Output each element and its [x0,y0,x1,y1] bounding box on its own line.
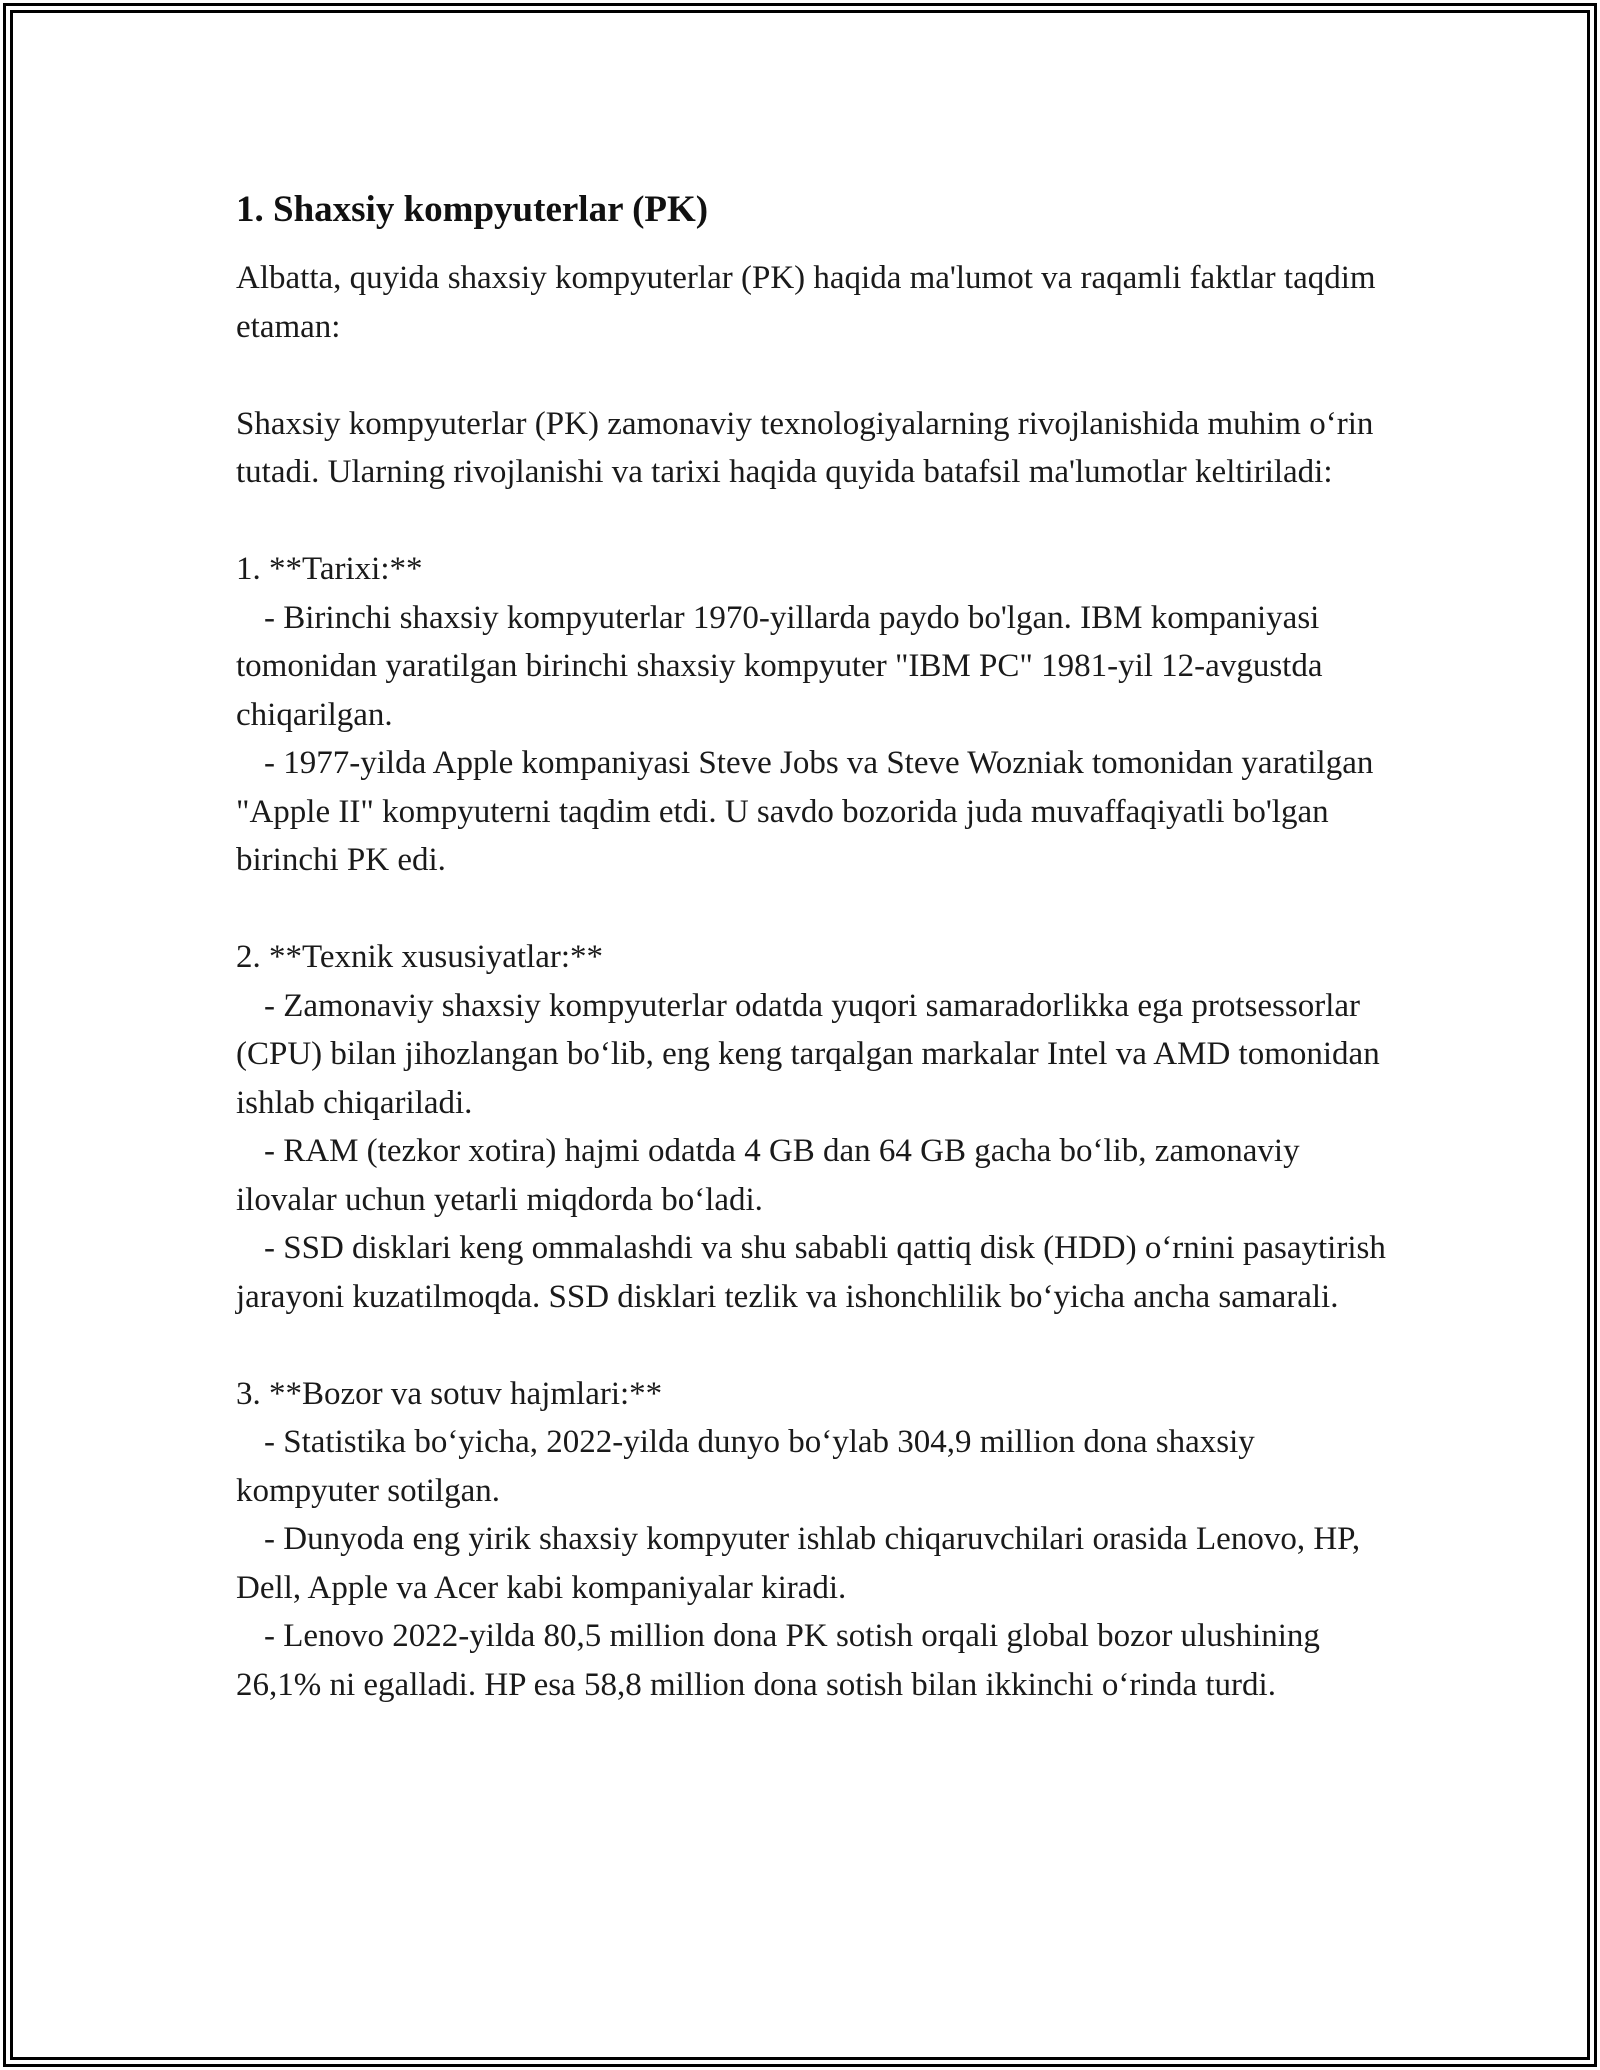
section-market [236,1370,1396,1710]
page-title: 1. Shaxsiy kompyuterlar (PK) [236,189,709,230]
section-title: 1. **Tarixi:** [236,551,423,587]
list-item: - 1977-yilda Apple kompaniyasi Steve Jobs va Steve Wozniak tomonidan yaratilgan "Apple II" kompyuterni taqdim etdi. U savdo bozorida juda muvaffaqiyatli bo'lgan birinchi PK edi. [236,745,1382,878]
list-item: - Zamonaviy shaxsiy kompyuterlar odatda yuqori samaradorlikka ega protsessorlar (CPU) bilan jihozlangan bo‘lib, eng keng tarqalgan markalar Intel va AMD tomonidan ishlab chiqariladi. [236,987,1388,1121]
section-title: 2. **Texnik xususiyatlar:** [236,939,604,975]
list-item: - SSD disklari keng ommalashdi va shu sababli qattiq disk (HDD) o‘rnini pasaytirish jarayoni kuzatilmoqda. SSD disklari tezlik va ishonchlilik bo‘yicha ancha samarali. [236,1230,1395,1315]
overview-paragraph: Shaxsiy kompyuterlar (PK) zamonaviy texnologiyalarning rivojlanishida muhim o‘rin tutadi. Ularning rivojlanishi va tarixi haqida quyida batafsil ma'lumotlar keltiriladi: [236,405,1382,490]
list-item: - Dunyoda eng yirik shaxsiy kompyuter ishlab chiqaruvchilari orasida Lenovo, HP, Dell, Apple va Acer kabi kompaniyalar kiradi. [236,1521,1369,1606]
list-item: - Lenovo 2022-yilda 80,5 million dona PK sotish orqali global bozor ulushining 26,1% ni egalladi. HP esa 58,8 million dona sotish bilan ikkinchi o‘rinda turdi. [236,1618,1329,1703]
list-item: - Statistika bo‘yicha, 2022-yilda dunyo bo‘ylab 304,9 million dona shaxsiy kompyuter sotilgan. [236,1424,1264,1509]
intro-paragraph: Albatta, quyida shaxsiy kompyuterlar (PK) haqida ma'lumot va raqamli faktlar taqdim etaman: [236,260,1384,345]
document-body [236,186,1396,1758]
list-item: - Birinchi shaxsiy kompyuterlar 1970-yillarda paydo bo'lgan. IBM kompaniyasi tomonidan yaratilgan birinchi shaxsiy kompyuter "IBM PC" 1981-yil 12-avgustda chiqarilgan. [236,599,1331,733]
list-item: - RAM (tezkor xotira) hajmi odatda 4 GB dan 64 GB gacha bo‘lib, zamonaviy ilovalar uchun yetarli miqdorda bo‘ladi. [236,1133,1308,1218]
section-title: 3. **Bozor va sotuv hajmlari:** [236,1375,663,1412]
section-technical [236,933,1396,1321]
section-history [236,545,1396,885]
